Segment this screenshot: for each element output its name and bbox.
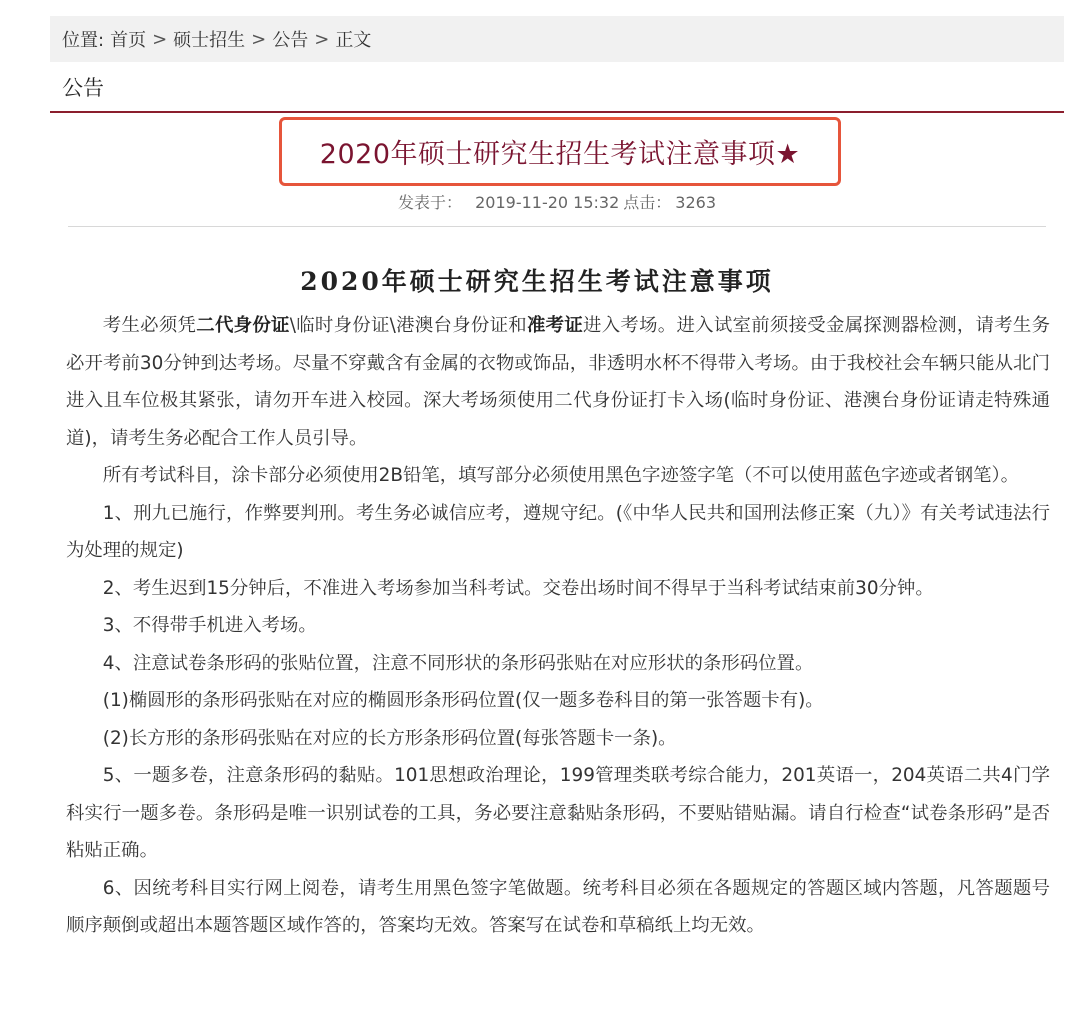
- paragraph-text: 所有考试科目，涂卡部分必须使用2B铅笔，填写部分必须使用黑色字迹签字笔（不可以使用蓝色字迹或者钢笔）。: [102, 465, 1020, 486]
- section-title: 公告: [62, 76, 104, 100]
- paragraph-text: 4、注意试卷条形码的张贴位置，注意不同形状的条形码张贴在对应形状的条形码位置。: [102, 652, 814, 674]
- paragraph-text: 5、一题多卷，注意条形码的黏贴。101思想政治理论，199管理类联考综合能力，201英语一，204英语二共4门学科实行一题多卷。条形码是唯一识别试卷的工具，务必要注意黏贴条形码，不要贴错贴漏。请自行检查“试卷条形码”是否粘贴正确。: [66, 765, 1050, 861]
- emphasized-text: 二代身份证: [196, 315, 290, 336]
- paragraph-text: 6、因统考科目实行网上阅卷，请考生用黑色签字笔做题。统考科目必须在各题规定的答题区域内答题，凡答题题号顺序颠倒或超出本题答题区域作答的，答案均无效。答案写在试卷和草稿纸上均无效。: [66, 877, 1050, 936]
- paragraph-text: (2)长方形的条形码张贴在对应的长方形条形码位置(每张答题卡一条)。: [102, 727, 677, 749]
- article-paragraph: [66, 570, 1050, 608]
- breadcrumb: [50, 16, 1064, 62]
- paragraph-text: 1、刑九已施行，作弊要判刑。考生务必诚信应考，遵规守纪。(《中华人民共和国刑法修正案（九）》有关考试违法行为处理的规定): [66, 502, 1050, 561]
- breadcrumb-link-announcement[interactable]: 公告: [272, 30, 309, 51]
- click-count: 3263: [675, 193, 717, 212]
- article-paragraph: [66, 870, 1050, 945]
- paragraph-text: 3、不得带手机进入考场。: [102, 615, 317, 636]
- breadcrumb-current: 正文: [335, 30, 372, 51]
- published-label: 发表于：: [397, 193, 462, 212]
- paragraph-text: 考生必须凭: [102, 315, 197, 336]
- paragraph-text: 2、考生迟到15分钟后，不准进入考场参加当科考试。交卷出场时间不得早于当科考试结束前30分钟。: [102, 577, 934, 599]
- article-paragraph: [66, 607, 1050, 645]
- paragraph-text: \临时身份证\港澳台身份证和: [289, 315, 527, 336]
- article-meta: [17, 190, 1080, 213]
- paragraph-text: (1)椭圆形的条形码张贴在对应的椭圆形条形码位置(仅一题多卷科目的第一张答题卡有)。: [102, 690, 824, 711]
- breadcrumb-link-master-admission[interactable]: 硕士招生: [173, 30, 246, 51]
- section-divider: [50, 111, 1064, 113]
- article-paragraph: [66, 720, 1050, 758]
- document-heading: 2020年硕士研究生招生考试注意事项: [300, 267, 774, 296]
- clicks-label: 点击：: [623, 193, 672, 212]
- article-paragraph: [66, 757, 1050, 870]
- article-paragraph: [66, 495, 1050, 570]
- article-paragraph: [66, 307, 1050, 457]
- breadcrumb-separator: >: [314, 28, 330, 50]
- article-paragraph: [66, 645, 1050, 683]
- article-paragraph: [66, 457, 1050, 495]
- article-paragraph: [66, 682, 1050, 720]
- breadcrumb-prefix: 位置:: [62, 30, 105, 51]
- breadcrumb-separator: >: [251, 28, 267, 50]
- breadcrumb-separator: >: [152, 28, 168, 50]
- paragraph-text: 进入考场。进入试室前须接受金属探测器检测，请考生务必开考前30分钟到达考场。尽量不穿戴含有金属的衣物或饰品，非透明水杯不得带入考场。由于我校社会车辆只能从北门进入且车位极其紧张，请勿开车进入校园。深大考场须使用二代身份证打卡入场(临时身份证、港澳台身份证请走特殊通道)，请考生务必配合工作人员引导。: [66, 315, 1050, 449]
- meta-divider: [68, 226, 1046, 227]
- article-title: 2020年硕士研究生招生考试注意事项★: [319, 139, 801, 170]
- breadcrumb-link-home[interactable]: 首页: [110, 30, 147, 51]
- article-title-highlight: [279, 117, 841, 186]
- emphasized-text: 准考证: [526, 315, 584, 336]
- published-date: 2019-11-20 15:32: [475, 193, 620, 212]
- article-body: [66, 307, 1050, 945]
